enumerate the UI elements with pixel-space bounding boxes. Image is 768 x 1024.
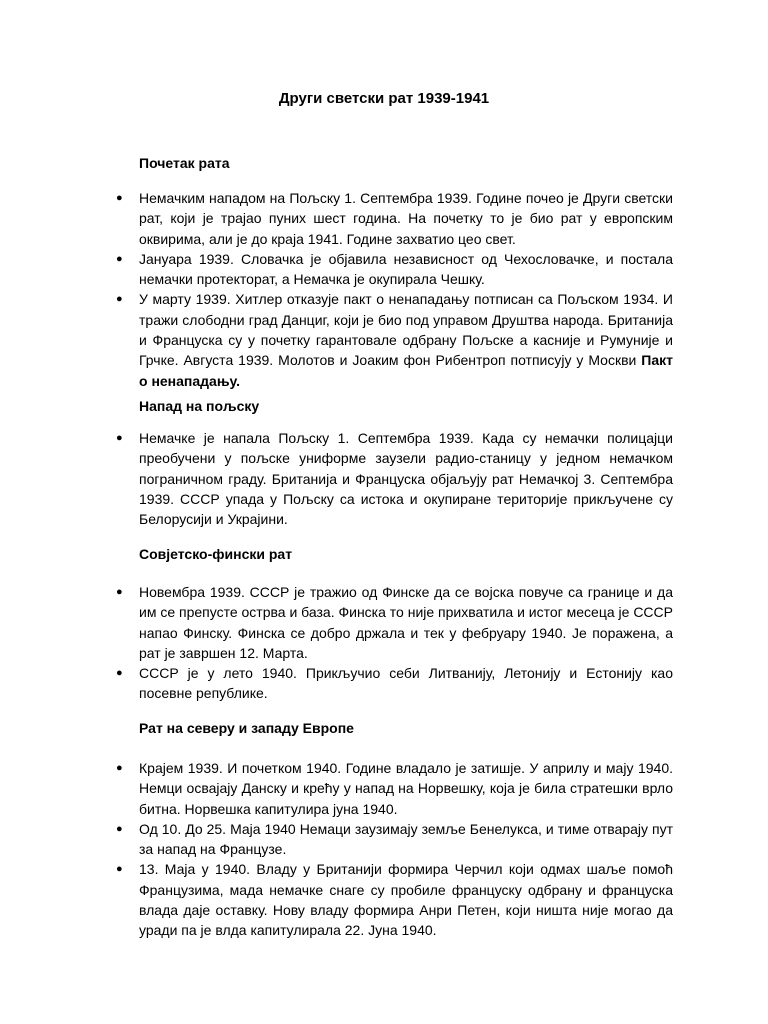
list-item: [116, 582, 673, 663]
bullet-list-start-of-war: [0, 188, 673, 391]
list-item-text: Јануара 1939. Словачка је објавила независност од Чехословачке, и постала немачки протекторат, а Немачка је окупирала Чешку.: [139, 250, 673, 288]
list-item: [116, 859, 673, 940]
list-item-text: Од 10. До 25. Маја 1940 Немаци заузимају земље Бенелукса, и тиме отварају пут за напад на Французе.: [139, 820, 673, 858]
list-item-text: 13. Маја у 1940. Владу у Британији формира Черчил који одмах шаље помоћ Французима, мада немачке снаге су пробиле француску одбрану и француска влада даје оставку. Нову владу формира Анри Петен, који ништа није могао да уради па је влда капитулирала 22. Јуна 1940.: [139, 861, 673, 939]
list-item-text: СССР је у лето 1940. Прикључио себи Литванију, Летонију и Естонију као посевне републике.: [139, 665, 673, 702]
list-item: [116, 758, 673, 819]
list-item-text: Немачке је напала Пољску 1. Септембра 1939. Када су немачки полицајци преобучени у пољске униформе заузели радио-станицу у једном немачком пограничном граду. Британија и Француска објаљују рат Немачкој 3. Септембра 1939. СССР упада у Пољску са истока и окупиране територије прикључене су Белорусији и Украјини.: [139, 430, 673, 528]
list-item: [116, 819, 673, 860]
bullet-icon: ●: [116, 667, 123, 680]
bullet-icon: ●: [116, 192, 123, 204]
bullet-icon: ●: [116, 822, 123, 835]
list-item-text: Немачким нападом на Пољску 1. Септембра 1939. Године почео је Други светски рат, који је трајао пуних шест година. На почетку то је био рат у европским оквирима, али је до краја 1941. Године захватио цео свет.: [139, 190, 673, 247]
bullet-list-war-north-west-europe: [0, 758, 673, 941]
list-item-text: У марту 1939. Хитлер отказује пакт о ненападању потписан са Пољском 1934. И тражи слободни град Данциг, који је био под управом Друштва народа. Британија и Француска су у почетку гарантовале одбрану Пољске а касније и Румуније и Грчке. Августа 1939. Молотов и Јоаким фон Рибентроп потписују у Москви: [139, 291, 673, 369]
list-item-text: Крајем 1939. И почетком 1940. Године владало је затишје. У априлу и мају 1940. Немци освајају Данску и крећу у напад на Норвешку, која је била стратешки врло битна. Норвешка капитулира јуна 1940.: [139, 760, 673, 817]
bullet-icon: ●: [116, 432, 123, 444]
document-title: Други светски рат 1939-1941: [278, 90, 490, 107]
bullet-icon: ●: [116, 762, 123, 774]
list-item-bold-text: Пакт о ненападању.: [139, 352, 673, 389]
list-item-text: Новембра 1939. СССР је тражио од Финске да се војска повуче са границе и да им се препусте острва и база. Финска то није прихватила и истог месеца је СССР напао Финску. Финска се добро држала и тек у фебруару 1940. Је поражена, а рат је завршен 12. Марта.: [139, 584, 673, 661]
list-item: [116, 188, 673, 249]
bullet-icon: ●: [116, 586, 123, 598]
bullet-icon: ●: [116, 863, 123, 876]
section-heading-start-of-war: Почетак рата: [139, 155, 230, 171]
list-item: [116, 663, 673, 704]
bullet-list-soviet-finnish-war: [0, 582, 673, 704]
section-heading-soviet-finnish-war: Совјетско-фински рат: [139, 546, 293, 562]
list-item: [116, 249, 673, 290]
list-item: [116, 428, 673, 529]
section-heading-war-north-west-europe: Рат на северу и западу Европе: [139, 720, 354, 736]
list-item: [116, 289, 673, 390]
bullet-icon: ●: [116, 252, 123, 265]
bullet-list-attack-on-poland: [0, 428, 673, 529]
bullet-icon: ●: [116, 293, 123, 306]
section-heading-attack-on-poland: Напад на пољску: [139, 398, 260, 414]
